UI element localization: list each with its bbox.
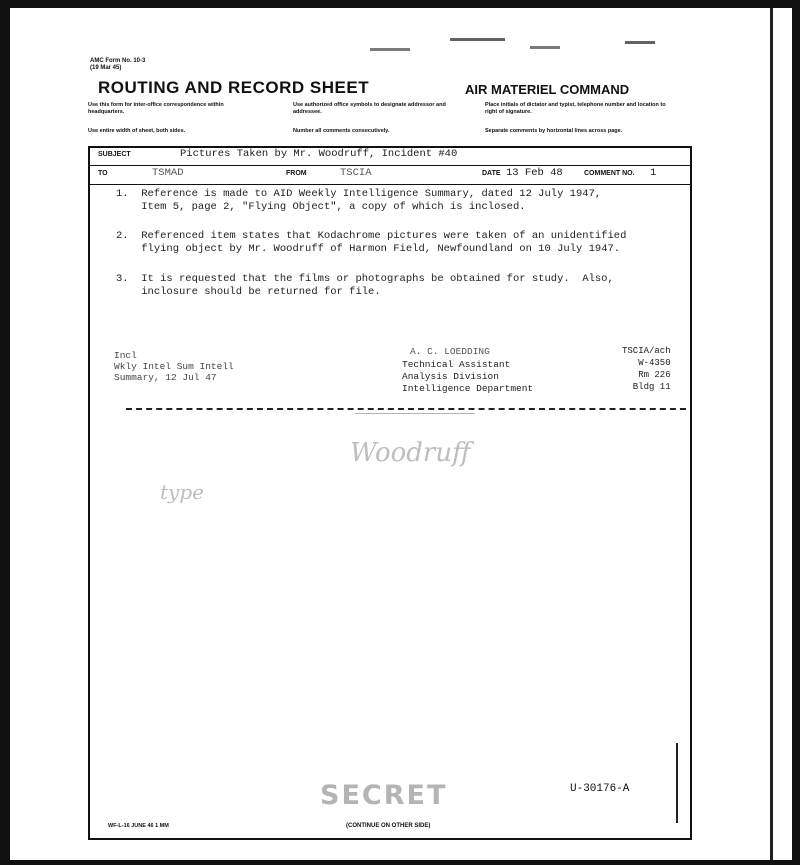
subject-divider — [90, 165, 690, 166]
office-codes: TSCIA/ach W-4350 Rm 226 Bldg 11 — [622, 346, 671, 392]
inclosure-note: Incl Wkly Intel Sum Intell Summary, 12 Jul 47 — [114, 350, 234, 383]
instructions-center: Use authorized office symbols to designate addressor and addressee. — [293, 102, 446, 115]
paragraph-2: 2. Referenced item states that Kodachrome pictures were taken of an unidentified flying object by Mr. Woodruff of Harmon Field, Newfoundland on 10 July 1947. — [116, 230, 627, 255]
instructions-bottom-left: Use entire width of sheet, both sides. — [88, 128, 186, 134]
comment-separator — [126, 408, 686, 410]
subject-label: SUBJECT — [98, 151, 131, 158]
to-divider — [90, 184, 690, 185]
comment-number-value: 1 — [650, 167, 657, 179]
organization-title: AIR MATERIEL COMMAND — [465, 82, 630, 97]
date-value: 13 Feb 48 — [506, 167, 563, 179]
document-sheet — [10, 8, 792, 860]
instructions-left: Use this form for inter-office correspondence within headquarters. — [88, 102, 224, 115]
to-value: TSMAD — [152, 167, 184, 179]
instructions-bottom-right: Separate comments by horizontal lines across page. — [485, 128, 623, 134]
from-value: TSCIA — [340, 167, 372, 179]
comment-number-label: COMMENT NO. — [584, 170, 635, 177]
instructions-right: Place initials of dictator and typist, telephone number and location to right of signature. — [485, 102, 666, 115]
instructions-bottom-center: Number all comments consecutively. — [293, 128, 390, 134]
from-label: FROM — [286, 170, 307, 177]
ink-smudge — [625, 41, 655, 44]
ink-smudge — [370, 48, 410, 51]
subject-value: Pictures Taken by Mr. Woodruff, Incident #40 — [180, 148, 458, 160]
form-code: WF-L-16 JUNE 46 1 MM — [108, 823, 169, 829]
document-number: U-30176-A — [570, 783, 630, 795]
ink-smudge — [450, 38, 505, 41]
handwritten-note: type — [160, 480, 204, 504]
pencil-mark — [355, 413, 475, 414]
signer-department: Intelligence Department — [402, 383, 534, 394]
classification-stamp: SECRET — [320, 780, 448, 811]
signer-name: A. C. LOEDDING — [410, 346, 490, 357]
continue-note: (CONTINUE ON OTHER SIDE) — [346, 823, 431, 829]
scan-edge-mark — [770, 8, 773, 860]
signer-division: Analysis Division — [402, 371, 499, 382]
paragraph-1: 1. Reference is made to AID Weekly Intelligence Summary, dated 12 July 1947, Item 5, page 2, "Flying Object", a copy of which is inclosed. — [116, 188, 602, 213]
scan-edge-mark — [676, 743, 678, 823]
form-title: ROUTING AND RECORD SHEET — [98, 78, 370, 97]
to-label: TO — [98, 170, 108, 177]
ink-smudge — [530, 46, 560, 49]
form-id: AMC Form No. 10-3 (19 Mar 45) — [90, 58, 146, 71]
date-label: DATE — [482, 170, 501, 177]
signer-title: Technical Assistant — [402, 359, 511, 370]
handwritten-note: Woodruff — [350, 438, 471, 468]
paragraph-3: 3. It is requested that the films or photographs be obtained for study. Also, inclosure should be returned for file. — [116, 273, 614, 298]
